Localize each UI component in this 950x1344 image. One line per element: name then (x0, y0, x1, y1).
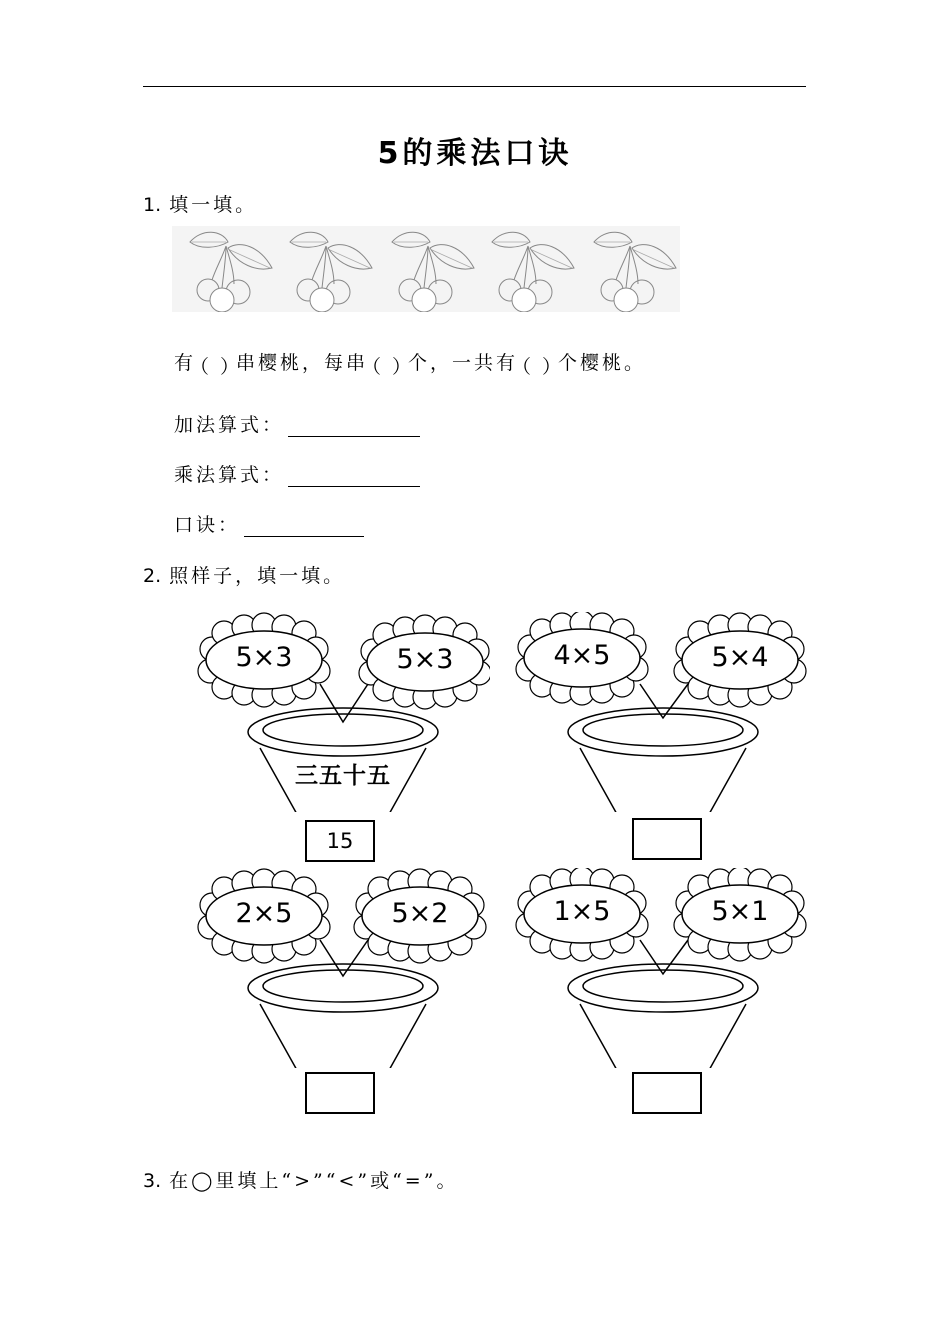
question-3-number: 3. (143, 1170, 162, 1192)
pot-2-right-flower-text: 5×4 (711, 642, 769, 673)
flower-pot-3 (180, 868, 490, 1128)
question-1-number: 1. (143, 194, 162, 216)
rhyme-label: 口诀： (174, 514, 241, 536)
pot-2-left-flower-text: 4×5 (553, 640, 611, 671)
page-title: 5的乘法口诀 (377, 136, 573, 171)
pot-4-left-flower-text: 1×5 (553, 896, 611, 927)
flower-pot-1 (180, 612, 490, 872)
pot-4-basin (568, 964, 758, 1068)
pot-1-left-flower-text: 5×3 (235, 642, 293, 673)
pot-2-basin (568, 708, 758, 812)
sentence-part-2: 串樱桃，每串 (236, 352, 369, 374)
addition-line (174, 410, 420, 437)
question-2 (143, 561, 345, 588)
question-2-number: 2. (143, 565, 162, 587)
rhyme-line (174, 510, 364, 537)
addition-label: 加法算式： (174, 414, 285, 436)
question-1-sentence (174, 348, 646, 375)
sentence-part-1: 有 (174, 352, 197, 374)
pot-2-answer-box[interactable] (632, 818, 702, 860)
pot-3-answer-box[interactable] (305, 1072, 375, 1114)
pot-3-basin (248, 964, 438, 1068)
question-3-prompt: 在◯里填上“>”“<”或“=”。 (169, 1170, 459, 1192)
header-rule (143, 86, 806, 87)
sentence-part-3: 个，一共有 (408, 352, 519, 374)
addition-answer-blank[interactable] (288, 418, 420, 437)
pot-4-answer-box[interactable] (632, 1072, 702, 1114)
question-3 (143, 1166, 458, 1193)
blank-total[interactable] (518, 352, 558, 374)
question-2-prompt: 照样子，填一填。 (169, 565, 346, 587)
blank-bunch-count[interactable] (196, 352, 236, 374)
question-1 (143, 190, 257, 217)
pot-3-left-flower-text: 2×5 (235, 898, 293, 929)
pot-1-answer-box[interactable]: 15 (305, 820, 375, 862)
question-1-prompt: 填一填。 (169, 194, 258, 216)
sentence-part-4: 个樱桃。 (558, 352, 647, 374)
pot-4-right-flower-text: 5×1 (711, 896, 769, 927)
multiplication-line (174, 460, 420, 487)
rhyme-answer-blank[interactable] (244, 518, 364, 537)
blank-per-bunch[interactable] (368, 352, 408, 374)
flower-pot-2 (500, 612, 810, 872)
pot-1-right-flower-text: 5×3 (396, 644, 454, 675)
multiplication-label: 乘法算式： (174, 464, 285, 486)
cherry-bunches-image (172, 226, 680, 312)
pot-3-right-flower-text: 5×2 (391, 898, 449, 929)
flower-pot-4 (500, 868, 810, 1128)
multiplication-answer-blank[interactable] (288, 468, 420, 487)
pot-1-rhyme-text: 三五十五 (295, 763, 391, 789)
